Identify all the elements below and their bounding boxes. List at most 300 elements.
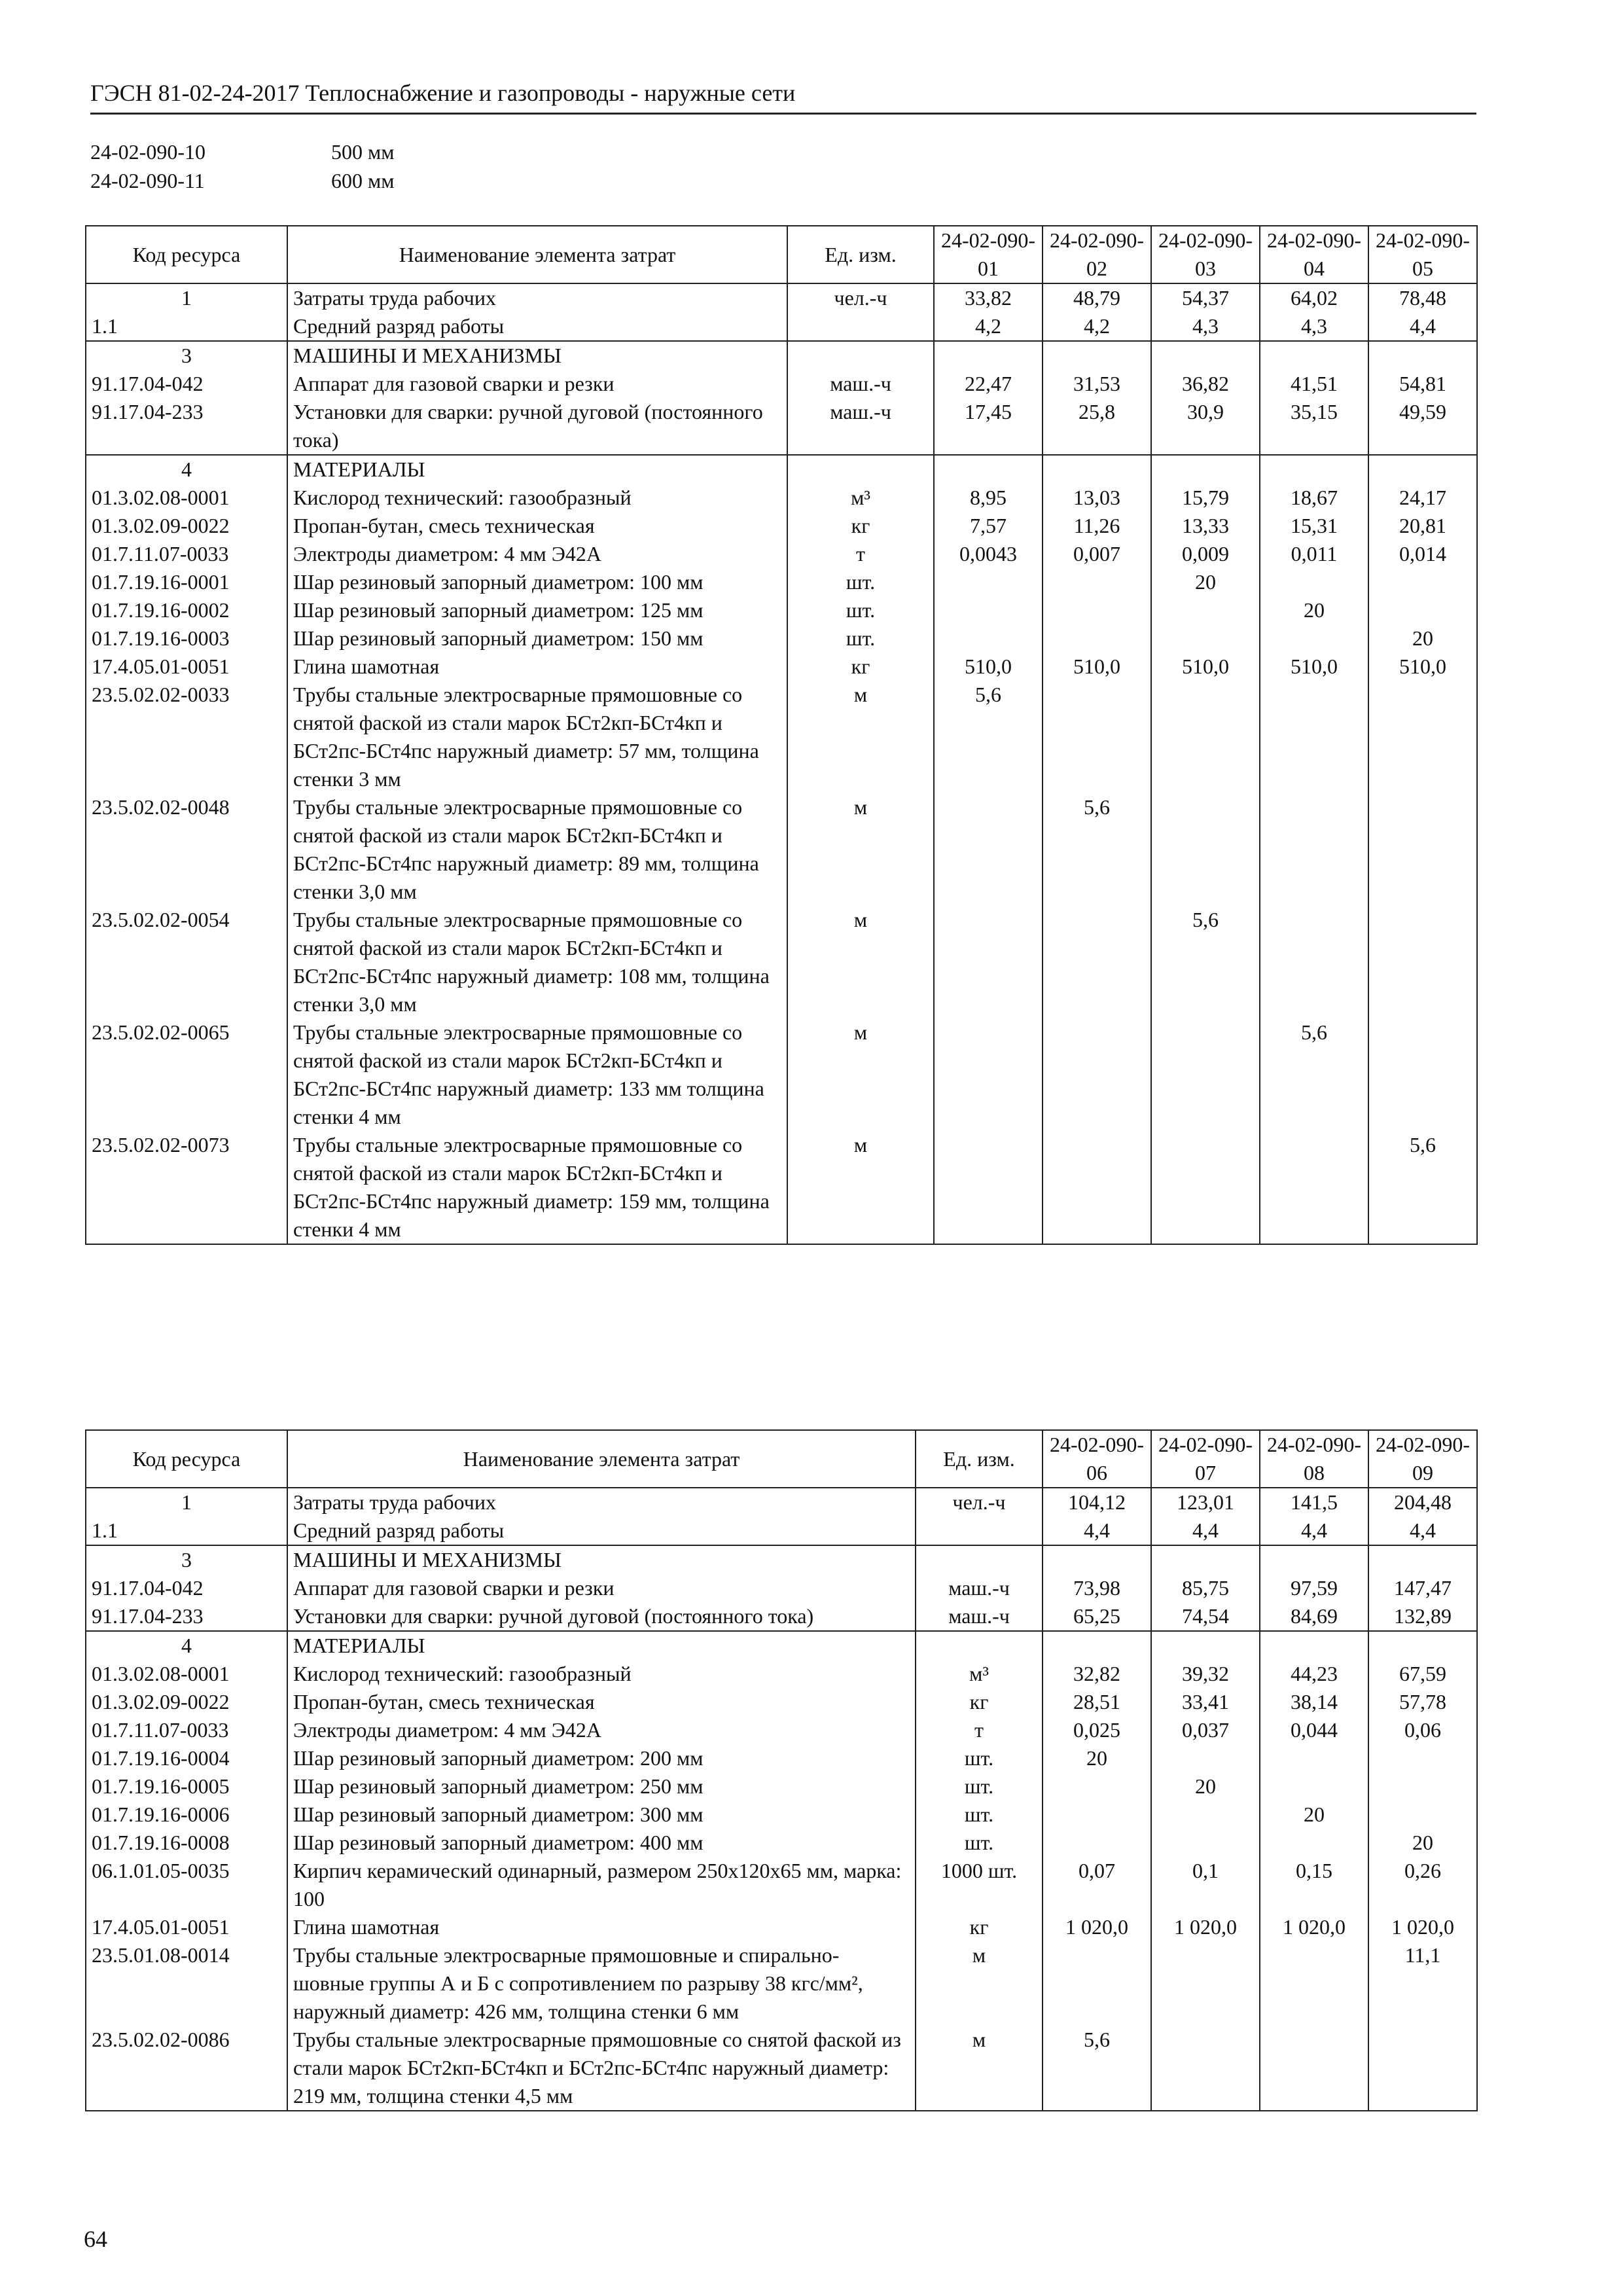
cell-value: 0,0043: [934, 540, 1043, 568]
header-unit: Ед. изм.: [787, 226, 934, 283]
cell-name: Кислород технический: газообразный: [287, 484, 787, 512]
cell-value: [1151, 1131, 1260, 1244]
table-row: [86, 1772, 1477, 1801]
cell-value: 0,037: [1151, 1716, 1260, 1744]
cell-code: 91.17.04-042: [86, 370, 287, 398]
cell-value: [1151, 596, 1260, 624]
cell-value: [1151, 341, 1260, 370]
cell-value: 141,5: [1260, 1488, 1368, 1516]
cell-value: 7,57: [934, 512, 1043, 540]
table-row: [86, 1716, 1477, 1744]
cell-value: [934, 341, 1043, 370]
cell-unit: кг: [787, 512, 934, 540]
table-row: [86, 653, 1477, 681]
cell-unit: кг: [787, 653, 934, 681]
cell-name: Глина шамотная: [287, 653, 787, 681]
cell-value: 20,81: [1368, 512, 1477, 540]
cell-value: 204,48: [1368, 1488, 1477, 1516]
cell-value: [934, 906, 1043, 1018]
cell-code: 01.3.02.09-0022: [86, 1688, 287, 1716]
cell-code: 01.7.11.07-0033: [86, 1716, 287, 1744]
cell-value: 41,51: [1260, 370, 1368, 398]
cell-unit: [916, 1516, 1043, 1545]
cell-name: Шар резиновый запорный диаметром: 200 мм: [287, 1744, 916, 1772]
cell-value: [1368, 906, 1477, 1018]
cell-value: [1043, 1018, 1151, 1131]
cell-value: [1043, 455, 1151, 484]
table-row: [86, 1131, 1477, 1244]
cell-value: [1151, 1545, 1260, 1574]
cell-value: 4,4: [1368, 312, 1477, 341]
cell-name: Электроды диаметром: 4 мм Э42А: [287, 1716, 916, 1744]
cell-value: 0,06: [1368, 1716, 1477, 1744]
cell-name: МАТЕРИАЛЫ: [287, 455, 787, 484]
cell-value: 49,59: [1368, 398, 1477, 455]
cell-value: [1151, 1829, 1260, 1857]
cell-value: 4,4: [1368, 1516, 1477, 1545]
cell-code: 23.5.02.02-0073: [86, 1131, 287, 1244]
cell-code: 1: [86, 283, 287, 312]
table-row: [86, 1744, 1477, 1772]
cell-value: 4,4: [1043, 1516, 1151, 1545]
cell-name: МАТЕРИАЛЫ: [287, 1631, 916, 1660]
cell-value: 0,009: [1151, 540, 1260, 568]
table-row: [86, 1941, 1477, 2026]
cell-value: [1368, 568, 1477, 596]
cell-value: 33,82: [934, 283, 1043, 312]
cell-code: 23.5.02.02-0048: [86, 793, 287, 906]
cell-value: [1151, 1744, 1260, 1772]
cell-value: 32,82: [1043, 1660, 1151, 1688]
cell-value: 510,0: [934, 653, 1043, 681]
header-col: 24-02-090-02: [1043, 226, 1151, 283]
document-title: ГЭСН 81-02-24-2017 Теплоснабжение и газопроводы - наружные сети: [90, 80, 796, 106]
cell-value: 0,26: [1368, 1857, 1477, 1913]
cell-value: [1260, 2026, 1368, 2111]
cell-value: [1260, 341, 1368, 370]
header-name: Наименование элемента затрат: [287, 226, 787, 283]
intro-size: 500 мм: [331, 140, 395, 164]
cell-value: 0,15: [1260, 1857, 1368, 1913]
cell-value: [934, 793, 1043, 906]
cell-unit: 1000 шт.: [916, 1857, 1043, 1913]
cell-value: [934, 596, 1043, 624]
table-header-row: [86, 226, 1477, 283]
cell-value: [1260, 1941, 1368, 2026]
cell-value: [1043, 1545, 1151, 1574]
table-row: [86, 512, 1477, 540]
cell-value: 510,0: [1368, 653, 1477, 681]
cell-code: 23.5.02.02-0086: [86, 2026, 287, 2111]
cell-code: 01.3.02.08-0001: [86, 484, 287, 512]
cell-value: 39,32: [1151, 1660, 1260, 1688]
header-col: 24-02-090-06: [1043, 1430, 1151, 1488]
cell-name: Шар резиновый запорный диаметром: 125 мм: [287, 596, 787, 624]
cell-code: 01.7.19.16-0004: [86, 1744, 287, 1772]
cell-value: 38,14: [1260, 1688, 1368, 1716]
cell-name: Глина шамотная: [287, 1913, 916, 1941]
table-row: [86, 1829, 1477, 1857]
cell-value: [934, 455, 1043, 484]
cell-value: 11,26: [1043, 512, 1151, 540]
cell-code: 4: [86, 455, 287, 484]
cell-name: Трубы стальные электросварные прямошовные со снятой фаской из стали марок БСт2кп-БСт4кп и БСт2пс-БСт4пс наружный диаметр: 108 мм, толщина стенки 3,0 мм: [287, 906, 787, 1018]
cell-code: 01.7.11.07-0033: [86, 540, 287, 568]
cell-value: [1368, 341, 1477, 370]
cell-value: 44,23: [1260, 1660, 1368, 1688]
cell-value: [1151, 681, 1260, 793]
cell-value: 65,25: [1043, 1602, 1151, 1631]
cell-value: 4,4: [1151, 1516, 1260, 1545]
cell-value: 13,03: [1043, 484, 1151, 512]
cell-value: 0,044: [1260, 1716, 1368, 1744]
cell-value: [1151, 1941, 1260, 2026]
cell-unit: м: [916, 1941, 1043, 2026]
page-number: 64: [84, 2226, 107, 2252]
cell-unit: [787, 455, 934, 484]
cell-unit: шт.: [787, 624, 934, 653]
cell-value: 5,6: [1151, 906, 1260, 1018]
cell-value: 33,41: [1151, 1688, 1260, 1716]
cell-value: 78,48: [1368, 283, 1477, 312]
cell-unit: [916, 1545, 1043, 1574]
cell-value: 31,53: [1043, 370, 1151, 398]
cell-name: Шар резиновый запорный диаметром: 100 мм: [287, 568, 787, 596]
cell-value: 8,95: [934, 484, 1043, 512]
cell-value: [1368, 1545, 1477, 1574]
section-row: [86, 1545, 1477, 1574]
cell-value: 57,78: [1368, 1688, 1477, 1716]
cell-value: 35,15: [1260, 398, 1368, 455]
cell-value: 5,6: [934, 681, 1043, 793]
cell-value: 25,8: [1043, 398, 1151, 455]
table-section: [86, 455, 1477, 1244]
table-row: [86, 398, 1477, 455]
cell-name: Кирпич керамический одинарный, размером 250х120х65 мм, марка: 100: [287, 1857, 916, 1913]
intro-list: [90, 137, 395, 195]
cell-name: Трубы стальные электросварные прямошовные со снятой фаской из стали марок БСт2кп-БСт4кп и БСт2пс-БСт4пс наружный диаметр: 89 мм, толщина стенки 3,0 мм: [287, 793, 787, 906]
cell-value: [1043, 1772, 1151, 1801]
cell-value: 20: [1368, 624, 1477, 653]
cell-value: 0,07: [1043, 1857, 1151, 1913]
cell-value: [1368, 596, 1477, 624]
table-row: [86, 1913, 1477, 1941]
cell-value: [1260, 455, 1368, 484]
cell-value: [1260, 1772, 1368, 1801]
cell-value: [1260, 1829, 1368, 1857]
cell-name: Шар резиновый запорный диаметром: 150 мм: [287, 624, 787, 653]
cell-code: 4: [86, 1631, 287, 1660]
cell-code: 23.5.02.02-0054: [86, 906, 287, 1018]
cell-value: 1 020,0: [1151, 1913, 1260, 1941]
cell-value: [1260, 906, 1368, 1018]
cell-value: 74,54: [1151, 1602, 1260, 1631]
cell-value: 85,75: [1151, 1574, 1260, 1602]
cell-value: [1368, 2026, 1477, 2111]
cell-unit: м: [787, 1018, 934, 1131]
cell-value: 73,98: [1043, 1574, 1151, 1602]
cell-code: 1: [86, 1488, 287, 1516]
cell-code: 91.17.04-042: [86, 1574, 287, 1602]
table-row: [86, 1857, 1477, 1913]
header-col: 24-02-090-08: [1260, 1430, 1368, 1488]
cell-value: [1043, 1941, 1151, 2026]
cell-unit: чел.-ч: [916, 1488, 1043, 1516]
cell-name: Аппарат для газовой сварки и резки: [287, 370, 787, 398]
cell-value: 510,0: [1260, 653, 1368, 681]
cell-code: 01.7.19.16-0003: [86, 624, 287, 653]
cell-unit: [916, 1631, 1043, 1660]
cell-value: 4,3: [1151, 312, 1260, 341]
header-col: 24-02-090-03: [1151, 226, 1260, 283]
cell-value: [1368, 1801, 1477, 1829]
table-row: [86, 1602, 1477, 1631]
cell-value: [1260, 1545, 1368, 1574]
cell-value: [1043, 906, 1151, 1018]
table-section: [86, 283, 1477, 341]
cell-code: 1.1: [86, 1516, 287, 1545]
cell-name: Трубы стальные электросварные прямошовные со снятой фаской из стали марок БСт2кп-БСт4кп и БСт2пс-БСт4пс наружный диаметр: 159 мм, толщина стенки 4 мм: [287, 1131, 787, 1244]
section-row: [86, 1631, 1477, 1660]
cell-unit: шт.: [916, 1772, 1043, 1801]
cell-value: 11,1: [1368, 1941, 1477, 2026]
cell-value: 20: [1260, 596, 1368, 624]
cell-name: Пропан-бутан, смесь техническая: [287, 1688, 916, 1716]
cell-value: 0,011: [1260, 540, 1368, 568]
cell-name: Средний разряд работы: [287, 1516, 916, 1545]
cell-value: 147,47: [1368, 1574, 1477, 1602]
cell-value: [934, 624, 1043, 653]
cell-name: Электроды диаметром: 4 мм Э42А: [287, 540, 787, 568]
cell-value: 28,51: [1043, 1688, 1151, 1716]
cell-name: Трубы стальные электросварные прямошовные со снятой фаской из стали марок БСт2кп-БСт4кп и БСт2пс-БСт4пс наружный диаметр: 133 мм толщина стенки 4 мм: [287, 1018, 787, 1131]
cell-value: [1260, 793, 1368, 906]
cell-value: [1151, 1801, 1260, 1829]
cell-value: 20: [1260, 1801, 1368, 1829]
table-row: [86, 370, 1477, 398]
table-row: [86, 596, 1477, 624]
cell-unit: м: [787, 1131, 934, 1244]
cell-value: 54,81: [1368, 370, 1477, 398]
cell-code: 01.3.02.08-0001: [86, 1660, 287, 1688]
cell-value: 0,014: [1368, 540, 1477, 568]
table-row: [86, 793, 1477, 906]
cell-name: Шар резиновый запорный диаметром: 400 мм: [287, 1829, 916, 1857]
cell-value: [1260, 681, 1368, 793]
header-col: 24-02-090-07: [1151, 1430, 1260, 1488]
cell-value: [1151, 624, 1260, 653]
table-row: [86, 312, 1477, 341]
cell-value: [1151, 793, 1260, 906]
cell-value: [1151, 1018, 1260, 1131]
section-row: [86, 283, 1477, 312]
cell-value: 1 020,0: [1260, 1913, 1368, 1941]
cell-code: 01.3.02.09-0022: [86, 512, 287, 540]
cell-unit: шт.: [787, 568, 934, 596]
cell-name: Пропан-бутан, смесь техническая: [287, 512, 787, 540]
cell-value: 510,0: [1043, 653, 1151, 681]
cell-value: 20: [1368, 1829, 1477, 1857]
cell-value: 15,31: [1260, 512, 1368, 540]
cell-unit: шт.: [916, 1829, 1043, 1857]
cell-value: [1043, 1131, 1151, 1244]
cell-unit: м: [787, 793, 934, 906]
cell-value: [1043, 1801, 1151, 1829]
cell-value: [1368, 793, 1477, 906]
header-code: Код ресурса: [86, 1430, 287, 1488]
cell-unit: маш.-ч: [787, 370, 934, 398]
cell-value: [1260, 1131, 1368, 1244]
cell-name: Шар резиновый запорный диаметром: 300 мм: [287, 1801, 916, 1829]
cell-value: 20: [1043, 1744, 1151, 1772]
cell-value: [934, 1131, 1043, 1244]
table-section: [86, 1488, 1477, 1545]
cell-value: [1043, 681, 1151, 793]
cell-value: 4,2: [1043, 312, 1151, 341]
cell-value: 24,17: [1368, 484, 1477, 512]
cell-value: 15,79: [1151, 484, 1260, 512]
cell-code: 3: [86, 1545, 287, 1574]
cell-value: 132,89: [1368, 1602, 1477, 1631]
cell-value: 5,6: [1043, 2026, 1151, 2111]
cell-code: 23.5.01.08-0014: [86, 1941, 287, 2026]
cell-unit: маш.-ч: [916, 1574, 1043, 1602]
cell-value: [1260, 1631, 1368, 1660]
cell-value: 30,9: [1151, 398, 1260, 455]
table-row: [86, 2026, 1477, 2111]
cell-name: Установки для сварки: ручной дуговой (постоянного тока): [287, 1602, 916, 1631]
cell-unit: маш.-ч: [787, 398, 934, 455]
header-col: 24-02-090-05: [1368, 226, 1477, 283]
cell-value: [1151, 2026, 1260, 2111]
cell-code: 01.7.19.16-0008: [86, 1829, 287, 1857]
cell-unit: шт.: [787, 596, 934, 624]
cell-value: [1043, 596, 1151, 624]
cell-unit: т: [787, 540, 934, 568]
cell-value: 5,6: [1043, 793, 1151, 906]
resource-table-1: [85, 225, 1478, 1245]
cell-name: Установки для сварки: ручной дуговой (постоянного тока): [287, 398, 787, 455]
cell-name: Трубы стальные электросварные прямошовные и спирально-шовные группы А и Б с сопротивлением по разрыву 38 кгс/мм², наружный диаметр: 426 мм, толщина стенки 6 мм: [287, 1941, 916, 2026]
cell-unit: т: [916, 1716, 1043, 1744]
section-row: [86, 341, 1477, 370]
cell-value: 64,02: [1260, 283, 1368, 312]
cell-code: 01.7.19.16-0005: [86, 1772, 287, 1801]
section-row: [86, 455, 1477, 484]
cell-unit: шт.: [916, 1744, 1043, 1772]
header-col: 24-02-090-09: [1368, 1430, 1477, 1488]
cell-name: Шар резиновый запорный диаметром: 250 мм: [287, 1772, 916, 1801]
cell-value: 4,2: [934, 312, 1043, 341]
cell-value: 5,6: [1368, 1131, 1477, 1244]
header-name: Наименование элемента затрат: [287, 1430, 916, 1488]
cell-value: 36,82: [1151, 370, 1260, 398]
cell-value: 67,59: [1368, 1660, 1477, 1688]
section-row: [86, 1488, 1477, 1516]
cell-name: Аппарат для газовой сварки и резки: [287, 1574, 916, 1602]
cell-value: 48,79: [1043, 283, 1151, 312]
cell-value: [934, 1018, 1043, 1131]
cell-unit: м³: [787, 484, 934, 512]
cell-unit: маш.-ч: [916, 1602, 1043, 1631]
cell-value: 0,1: [1151, 1857, 1260, 1913]
cell-unit: кг: [916, 1913, 1043, 1941]
table-row: [86, 484, 1477, 512]
cell-code: 17.4.05.01-0051: [86, 653, 287, 681]
cell-value: [1043, 624, 1151, 653]
cell-value: 84,69: [1260, 1602, 1368, 1631]
cell-code: 01.7.19.16-0006: [86, 1801, 287, 1829]
cell-value: 104,12: [1043, 1488, 1151, 1516]
cell-value: [1368, 1018, 1477, 1131]
cell-value: 4,4: [1260, 1516, 1368, 1545]
cell-value: 0,007: [1043, 540, 1151, 568]
cell-value: [1368, 455, 1477, 484]
cell-name: Средний разряд работы: [287, 312, 787, 341]
cell-name: Трубы стальные электросварные прямошовные со снятой фаской из стали марок БСт2кп-БСт4кп и БСт2пс-БСт4пс наружный диаметр: 57 мм, толщина стенки 3 мм: [287, 681, 787, 793]
intro-row: [90, 166, 395, 195]
table-row: [86, 1574, 1477, 1602]
cell-value: 5,6: [1260, 1018, 1368, 1131]
cell-value: 54,37: [1151, 283, 1260, 312]
table-row: [86, 1018, 1477, 1131]
cell-value: 0,025: [1043, 1716, 1151, 1744]
table-row: [86, 681, 1477, 793]
cell-value: [1260, 624, 1368, 653]
cell-value: 20: [1151, 1772, 1260, 1801]
intro-code: 24-02-090-10: [90, 140, 205, 164]
cell-value: [1260, 568, 1368, 596]
cell-code: 1.1: [86, 312, 287, 341]
cell-value: 97,59: [1260, 1574, 1368, 1602]
cell-value: 18,67: [1260, 484, 1368, 512]
cell-unit: кг: [916, 1688, 1043, 1716]
cell-code: 17.4.05.01-0051: [86, 1913, 287, 1941]
cell-unit: м: [787, 681, 934, 793]
document-header: [90, 77, 1476, 115]
cell-value: [1043, 1829, 1151, 1857]
cell-value: 1 020,0: [1043, 1913, 1151, 1941]
intro-size: 600 мм: [331, 169, 395, 192]
cell-value: [934, 568, 1043, 596]
cell-code: 91.17.04-233: [86, 398, 287, 455]
cell-value: 123,01: [1151, 1488, 1260, 1516]
intro-row: [90, 137, 395, 166]
cell-value: 1 020,0: [1368, 1913, 1477, 1941]
cell-name: Трубы стальные электросварные прямошовные со снятой фаской из стали марок БСт2кп-БСт4кп и БСт2пс-БСт4пс наружный диаметр: 219 мм, толщина стенки 4,5 мм: [287, 2026, 916, 2111]
cell-value: [1368, 1744, 1477, 1772]
cell-code: 01.7.19.16-0002: [86, 596, 287, 624]
cell-value: [1043, 1631, 1151, 1660]
header-col: 24-02-090-04: [1260, 226, 1368, 283]
cell-code: 91.17.04-233: [86, 1602, 287, 1631]
cell-unit: м: [787, 906, 934, 1018]
cell-value: [1151, 455, 1260, 484]
cell-value: 22,47: [934, 370, 1043, 398]
table-row: [86, 1516, 1477, 1545]
intro-code: 24-02-090-11: [90, 169, 205, 192]
cell-unit: м³: [916, 1660, 1043, 1688]
cell-code: 23.5.02.02-0065: [86, 1018, 287, 1131]
cell-value: 13,33: [1151, 512, 1260, 540]
cell-name: МАШИНЫ И МЕХАНИЗМЫ: [287, 341, 787, 370]
cell-code: 06.1.01.05-0035: [86, 1857, 287, 1913]
cell-unit: [787, 312, 934, 341]
cell-value: [1260, 1744, 1368, 1772]
cell-value: 20: [1151, 568, 1260, 596]
table-section: [86, 1545, 1477, 1631]
cell-name: Затраты труда рабочих: [287, 1488, 916, 1516]
